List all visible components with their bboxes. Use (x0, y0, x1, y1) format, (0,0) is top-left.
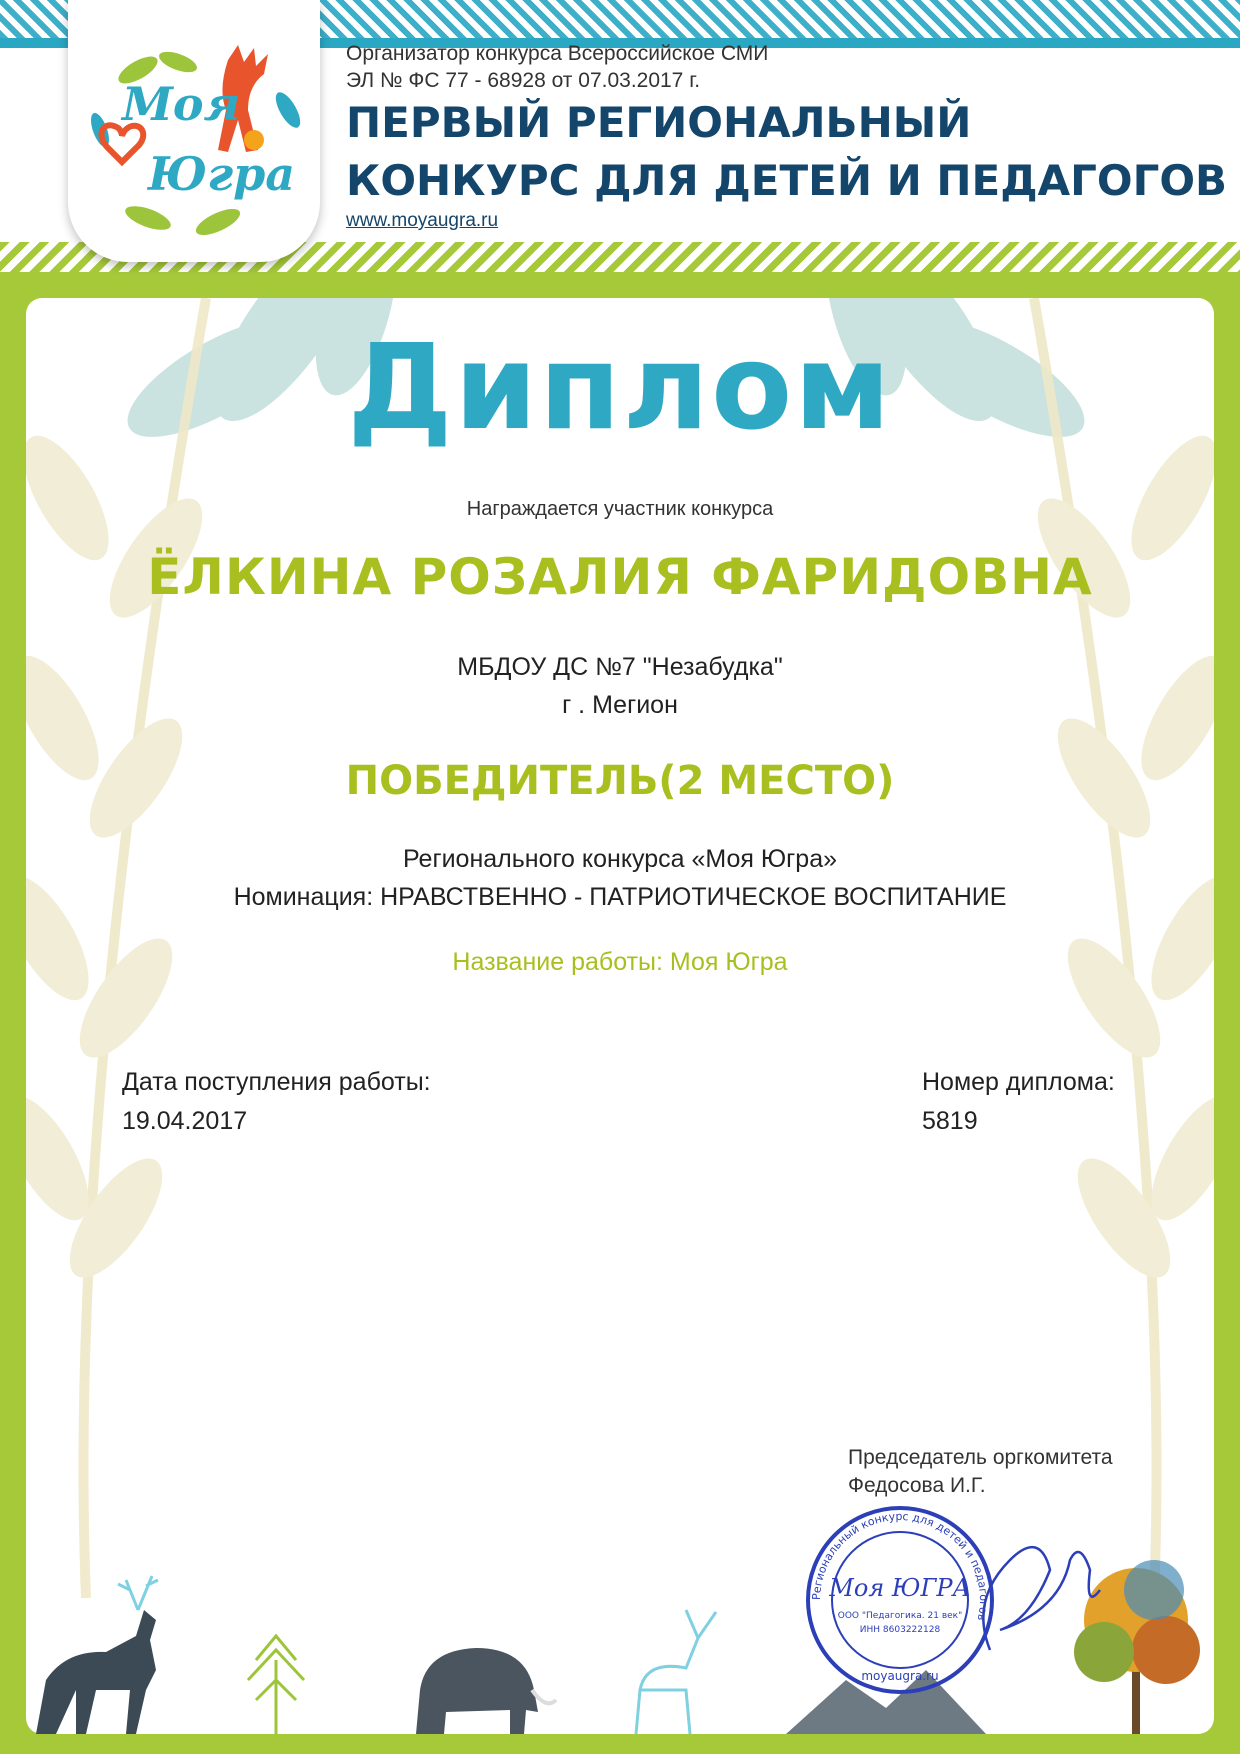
participant-name: ЁЛКИНА РОЗАЛИЯ ФАРИДОВНА (147, 548, 1093, 606)
signature-icon (983, 1547, 1100, 1650)
stamp-ring-text (810, 1510, 990, 1622)
stamp-org-text: ООО "Педагогика. 21 век" (837, 1611, 963, 1621)
stamp-ring-path: Региональный конкурс для детей и педагогов (809, 1509, 991, 1622)
official-stamp (800, 1500, 1120, 1700)
chairman-name: Федосова И.Г. (848, 1474, 986, 1497)
chairman-label: Председатель оргкомитета (848, 1446, 1113, 1469)
work-title: Название работы: Моя Югра (452, 948, 788, 976)
header (0, 0, 1240, 262)
contest-line: Регионального конкурса «Моя Югра» (402, 845, 838, 873)
reindeer-icon (36, 1576, 158, 1734)
diploma-number-block (922, 1063, 1115, 1141)
organizer-line: Организатор конкурса Всероссийское СМИ (346, 42, 769, 65)
contest-block (0, 840, 1240, 916)
date-block (122, 1063, 431, 1141)
date-value: 19.04.2017 (122, 1107, 248, 1135)
logo-text-yugra: Югра (148, 147, 296, 201)
date-label: Дата поступления работы: (122, 1068, 431, 1096)
header-text (346, 40, 1227, 232)
tree-icon (248, 1636, 304, 1734)
diploma-number-label: Номер диплома: (922, 1068, 1115, 1096)
license-line: ЭЛ № ФС 77 - 68928 от 07.03.2017 г. (346, 69, 701, 92)
stamp-center-text: Моя ЮГРА (829, 1574, 971, 1602)
header-title-line1: ПЕРВЫЙ РЕГИОНАЛЬНЫЙ (346, 98, 972, 147)
chairman-block (848, 1444, 1113, 1500)
diploma-number-value: 5819 (922, 1107, 978, 1135)
city-name: г . Мегион (562, 691, 678, 719)
organization-name: МБДОУ ДС №7 "Незабудка" (457, 653, 783, 681)
awarded-text: Награждается участник конкурса (466, 498, 774, 520)
logo-text-moya: Моя (122, 77, 241, 131)
diploma-title: Диплом (347, 318, 893, 456)
mammoth-icon (416, 1648, 556, 1734)
organization-block (0, 648, 1240, 724)
header-title-line2: КОНКУРС ДЛЯ ДЕТЕЙ И ПЕДАГОГОВ (346, 156, 1228, 205)
stamp-inn-text: ИНН 8603222128 (859, 1625, 941, 1635)
moya-yugra-logo (78, 40, 310, 250)
nomination-line: Номинация: НРАВСТВЕННО - ПАТРИОТИЧЕСКОЕ ВОСПИТАНИЕ (233, 883, 1007, 911)
site-link[interactable]: www.moyaugra.ru (346, 210, 499, 231)
place-award: ПОБЕДИТЕЛЬ(2 МЕСТО) (345, 758, 895, 804)
logo-badge (68, 0, 320, 262)
stamp-url-text: moyaugra.ru (861, 1669, 939, 1683)
deer-outline-icon (636, 1610, 716, 1734)
